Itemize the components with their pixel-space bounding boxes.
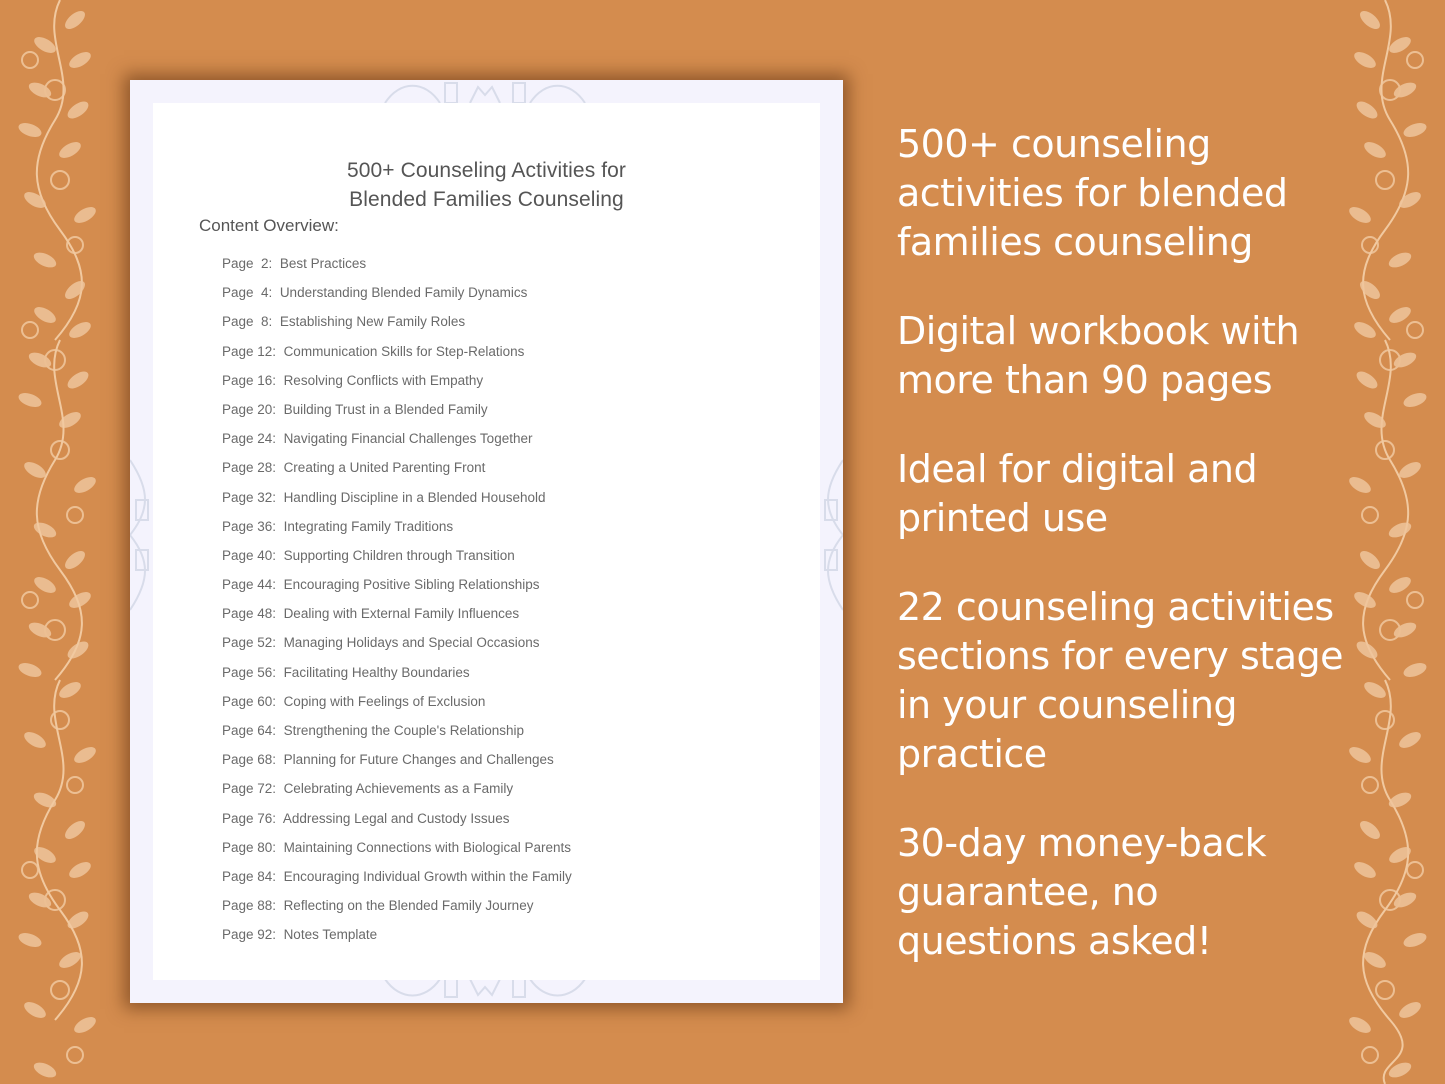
workbook-page-preview: [130, 80, 843, 1003]
toc-item: Page 2: Best Practices: [222, 256, 367, 271]
document-title-line-2: Blended Families Counseling: [349, 188, 624, 211]
toc-item: Page 40: Supporting Children through Transition: [222, 547, 515, 563]
feature-list: [897, 120, 1367, 1006]
toc-item: Page 84: Encouraging Individual Growth within the Family: [222, 868, 572, 884]
mandala-ornament-right-icon: [819, 450, 843, 620]
toc-item: Page 4: Understanding Blended Family Dynamics: [222, 285, 528, 301]
toc-item: Page 12: Communication Skills for Step-Relations: [222, 343, 525, 359]
toc-item: Page 88: Reflecting on the Blended Family Journey: [222, 898, 534, 914]
toc-item: Page 56: Facilitating Healthy Boundaries: [222, 664, 470, 680]
feature-page-count: Digital workbook with more than 90 pages: [897, 309, 1300, 402]
toc-item: Page 60: Coping with Feelings of Exclusion: [222, 693, 486, 709]
table-of-contents: [222, 254, 572, 955]
page-content-area: [153, 103, 820, 980]
toc-item: Page 32: Handling Discipline in a Blended Household: [222, 489, 546, 505]
toc-item: Page 16: Resolving Conflicts with Empathy: [222, 372, 484, 388]
document-title-line-1: 500+ Counseling Activities for: [346, 159, 627, 182]
floral-vine-left-icon: [0, 0, 130, 1084]
document-title: [153, 156, 820, 214]
toc-item: Page 44: Encouraging Positive Sibling Relationships: [222, 577, 540, 593]
toc-item: Page 28: Creating a United Parenting Front: [222, 460, 486, 476]
feature-guarantee: 30-day money-back guarantee, no questions asked!: [897, 821, 1267, 963]
mandala-ornament-left-icon: [130, 450, 154, 620]
toc-item: Page 24: Navigating Financial Challenges Together: [222, 431, 533, 447]
feature-sections: 22 counseling activities sections for every stage in your counseling practice: [897, 585, 1343, 776]
toc-item: Page 20: Building Trust in a Blended Family: [222, 401, 488, 417]
toc-item: Page 36: Integrating Family Traditions: [222, 518, 454, 534]
toc-item: Page 64: Strengthening the Couple's Relationship: [222, 723, 525, 738]
toc-item: Page 52: Managing Holidays and Special Occasions: [222, 635, 540, 651]
content-overview-heading: Content Overview:: [199, 216, 339, 235]
mandala-ornament-top-icon: [380, 75, 590, 105]
toc-item: Page 80: Maintaining Connections with Biological Parents: [222, 839, 571, 855]
toc-item: Page 92: Notes Template: [222, 927, 378, 943]
feature-activities: 500+ counseling activities for blended families counseling: [897, 122, 1288, 264]
toc-item: Page 8: Establishing New Family Roles: [222, 314, 466, 330]
toc-item: Page 76: Addressing Legal and Custody Issues: [222, 810, 510, 826]
toc-item: Page 48: Dealing with External Family Influences: [222, 606, 520, 622]
toc-item: Page 68: Planning for Future Changes and Challenges: [222, 752, 554, 768]
toc-item: Page 72: Celebrating Achievements as a Family: [222, 781, 514, 797]
feature-digital-print: Ideal for digital and printed use: [897, 447, 1258, 540]
mandala-ornament-bottom-icon: [380, 979, 590, 1003]
